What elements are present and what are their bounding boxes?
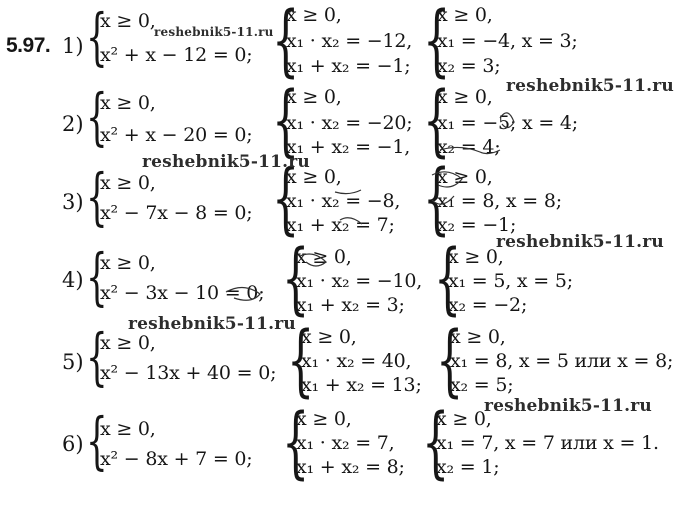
watermark-text: reshebnik5-11.ru: [506, 76, 674, 96]
watermark-text: reshebnik5-11.ru: [154, 25, 274, 39]
left-brace: {: [422, 398, 450, 488]
watermark-text: reshebnik5-11.ru: [128, 314, 296, 334]
vieta-line: x₁ · x₂ = 40,: [301, 350, 412, 372]
left-brace: {: [272, 0, 300, 86]
left-brace: {: [436, 316, 464, 406]
equation-line: x² − 7x − 8 = 0;: [100, 202, 253, 224]
vieta-line: x₁ · x₂ = 7,: [296, 432, 395, 454]
vieta-line: x ≥ 0,: [301, 326, 357, 348]
vieta-line: x₁ + x₂ = 8;: [296, 456, 405, 478]
left-brace: {: [423, 0, 451, 86]
equation-line: x ≥ 0,: [100, 172, 156, 194]
vieta-line: x₁ + x₂ = −1;: [286, 55, 411, 77]
answer-line: x ≥ 0,: [436, 408, 492, 430]
left-brace: {: [434, 234, 462, 324]
problem-label: 4): [62, 268, 84, 292]
vieta-line: x₁ + x₂ = 7;: [286, 214, 395, 236]
answer-line: x ≥ 0,: [448, 246, 504, 268]
left-brace: {: [86, 160, 108, 233]
answer-line: x₁ = 7, x = 7 или x = 1.: [436, 432, 659, 454]
answer-line: x₂ = 1;: [436, 456, 500, 478]
answer-line: x₁ = −4, x = 3;: [437, 30, 578, 52]
left-brace: {: [423, 154, 451, 244]
vieta-line: x₁ + x₂ = 3;: [296, 294, 405, 316]
left-brace: {: [287, 316, 315, 406]
problem-label: 1): [62, 34, 84, 58]
problem-label: 6): [62, 432, 84, 456]
left-brace: {: [86, 240, 108, 313]
equation-line: x² + x − 12 = 0;: [100, 44, 253, 66]
vieta-line: x₁ · x₂ = −10,: [296, 270, 423, 292]
vieta-line: x ≥ 0,: [286, 86, 342, 108]
left-brace: {: [272, 154, 300, 244]
problem-label: 3): [62, 190, 84, 214]
left-brace: {: [86, 80, 108, 153]
answer-line: x ≥ 0,: [437, 166, 493, 188]
equation-line: x ≥ 0,: [100, 10, 156, 32]
answer-line: x₂ = 5;: [450, 374, 514, 396]
left-brace: {: [86, 0, 108, 73]
problem-number: 5.97.: [6, 34, 51, 57]
left-brace: {: [423, 76, 451, 166]
answer-line: x₂ = 4;: [437, 136, 501, 158]
answer-line: x₁ = 8, x = 8;: [437, 190, 562, 212]
answer-line: x₁ = −5; x = 4;: [437, 112, 578, 134]
left-brace: {: [272, 76, 300, 166]
watermark-text: reshebnik5-11.ru: [142, 152, 310, 172]
vieta-line: x₁ · x₂ = −20;: [286, 112, 413, 134]
left-brace: {: [282, 398, 310, 488]
equation-line: x ≥ 0,: [100, 418, 156, 440]
left-brace: {: [86, 404, 108, 477]
vieta-line: x ≥ 0,: [296, 408, 352, 430]
problem-label: 5): [62, 350, 84, 374]
answer-line: x ≥ 0,: [437, 86, 493, 108]
vieta-line: x ≥ 0,: [296, 246, 352, 268]
equation-line: x² − 13x + 40 = 0;: [100, 362, 277, 384]
answer-line: x ≥ 0,: [450, 326, 506, 348]
answer-line: x₂ = 3;: [437, 55, 501, 77]
vieta-line: x₁ + x₂ = −1,: [286, 136, 411, 158]
answer-line: x₁ = 8, x = 5 или x = 8;: [450, 350, 674, 372]
left-brace: {: [86, 320, 108, 393]
vieta-line: x₁ + x₂ = 13;: [301, 374, 422, 396]
watermark-text: reshebnik5-11.ru: [496, 232, 664, 252]
equation-line: x² − 3x − 10 = 0;: [100, 282, 265, 304]
vieta-line: x ≥ 0,: [286, 166, 342, 188]
vieta-line: x₁ · x₂ = −8,: [286, 190, 401, 212]
vieta-line: x ≥ 0,: [286, 4, 342, 26]
watermark-text: reshebnik5-11.ru: [484, 396, 652, 416]
equation-line: x² + x − 20 = 0;: [100, 124, 253, 146]
answer-line: x₁ = 5, x = 5;: [448, 270, 573, 292]
equation-line: x² − 8x + 7 = 0;: [100, 448, 253, 470]
left-brace: {: [282, 234, 310, 324]
answer-line: x₂ = −2;: [448, 294, 528, 316]
equation-line: x ≥ 0,: [100, 332, 156, 354]
vieta-line: x₁ · x₂ = −12,: [286, 30, 413, 52]
equation-line: x ≥ 0,: [100, 252, 156, 274]
answer-line: x₂ = −1;: [437, 214, 517, 236]
equation-line: x ≥ 0,: [100, 92, 156, 114]
answer-line: x ≥ 0,: [437, 4, 493, 26]
problem-label: 2): [62, 112, 84, 136]
